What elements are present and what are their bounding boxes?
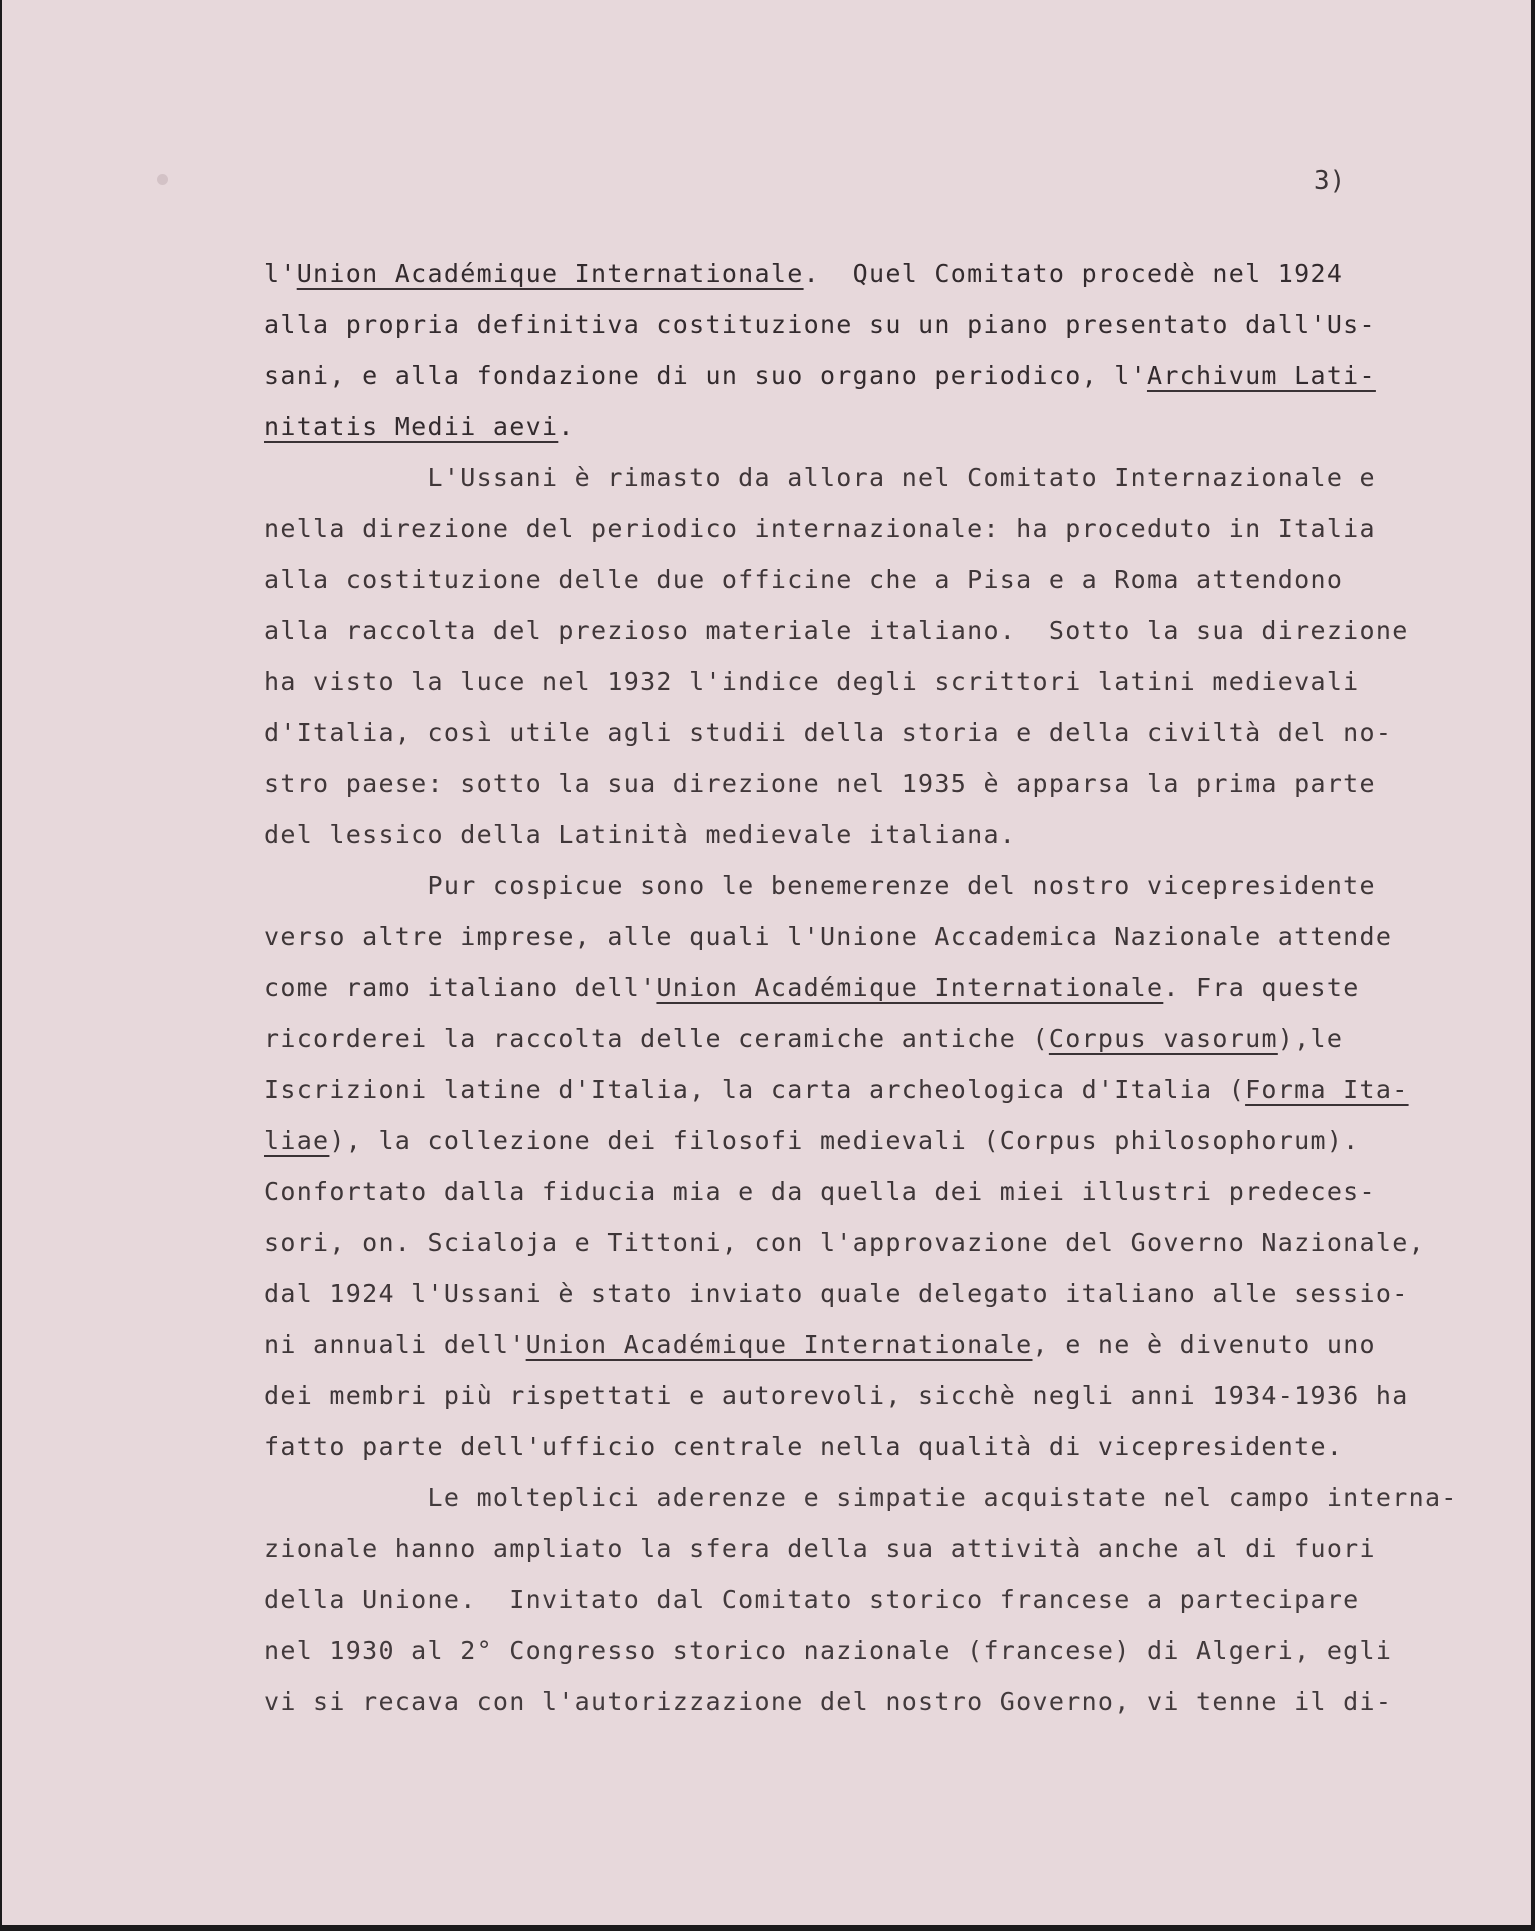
text-segment: ha visto la luce nel 1932 l'indice degli scrittori latini medievali — [264, 667, 1360, 696]
text-line — [264, 1166, 1494, 1217]
text-segment: , e ne è divenuto uno — [1032, 1330, 1376, 1359]
text-line — [264, 1523, 1494, 1574]
underlined-title: nitatis Medii aevi — [264, 412, 559, 441]
text-line — [264, 1574, 1494, 1625]
paragraph-3 — [264, 860, 1494, 1472]
text-segment: alla propria definitiva costituzione su un piano presentato dall'Us- — [264, 310, 1376, 339]
text-segment: verso altre imprese, alle quali l'Unione Accademica Nazionale attende — [264, 922, 1393, 951]
text-segment: L'Ussani è rimasto da allora nel Comitato Internazionale e — [264, 463, 1376, 492]
page-number: 3) — [1314, 166, 1346, 196]
text-segment: l' — [264, 259, 297, 288]
text-segment: Pur cospicue sono le benemerenze del nostro vicepresidente — [264, 871, 1376, 900]
text-segment: ), la collezione dei filosofi medievali (Corpus philosophorum). — [329, 1126, 1360, 1155]
text-line — [264, 860, 1494, 911]
text-segment: come ramo italiano dell' — [264, 973, 657, 1002]
text-segment: ),le — [1277, 1024, 1344, 1053]
underlined-title: Union Académique Internationale — [296, 259, 804, 288]
paragraph-4 — [264, 1472, 1494, 1727]
text-segment: del lessico della Latinità medievale italiana. — [264, 820, 1017, 849]
paragraph-1 — [264, 248, 1494, 452]
text-segment: fatto parte dell'ufficio centrale nella qualità di vicepresidente. — [264, 1432, 1344, 1461]
text-segment: della Unione. Invitato dal Comitato storico francese a partecipare — [264, 1585, 1360, 1614]
text-line — [264, 1013, 1494, 1064]
text-segment: alla costituzione delle due officine che a Pisa e a Roma attendono — [264, 565, 1344, 594]
underlined-title: Union Académique Internationale — [656, 973, 1164, 1002]
text-segment: Le molteplici aderenze e simpatie acquistate nel campo interna- — [264, 1483, 1458, 1512]
text-line — [264, 1268, 1494, 1319]
body-text — [264, 248, 1494, 1727]
text-segment: sori, on. Scialoja e Tittoni, con l'approvazione del Governo Nazionale, — [264, 1228, 1425, 1257]
text-line — [264, 809, 1494, 860]
text-segment: nella direzione del periodico internazionale: ha proceduto in Italia — [264, 514, 1376, 543]
underlined-title: Union Académique Internationale — [525, 1330, 1033, 1359]
text-line — [264, 605, 1494, 656]
text-line — [264, 554, 1494, 605]
document-page — [2, 0, 1531, 1925]
text-segment: d'Italia, così utile agli studii della storia e della civiltà del no- — [264, 718, 1393, 747]
text-line — [264, 401, 1494, 452]
text-segment: stro paese: sotto la sua direzione nel 1935 è apparsa la prima parte — [264, 769, 1376, 798]
text-line — [264, 1421, 1494, 1472]
text-line — [264, 248, 1494, 299]
text-line — [264, 1217, 1494, 1268]
text-segment: ricorderei la raccolta delle ceramiche antiche ( — [264, 1024, 1049, 1053]
underlined-title: Archivum Lati- — [1146, 361, 1376, 390]
paragraph-2 — [264, 452, 1494, 860]
punch-hole-mark — [157, 174, 168, 185]
text-line — [264, 1625, 1494, 1676]
text-segment: . Quel Comitato procedè nel 1924 — [803, 259, 1344, 288]
text-line — [264, 1115, 1494, 1166]
underlined-title: Corpus vasorum — [1048, 1024, 1278, 1053]
text-line — [264, 707, 1494, 758]
text-segment: Iscrizioni latine d'Italia, la carta archeologica d'Italia ( — [264, 1075, 1246, 1104]
text-line — [264, 656, 1494, 707]
text-segment: ni annuali dell' — [264, 1330, 526, 1359]
text-line — [264, 452, 1494, 503]
text-line — [264, 1472, 1494, 1523]
text-segment: . Fra queste — [1163, 973, 1360, 1002]
text-line — [264, 911, 1494, 962]
text-segment: vi si recava con l'autorizzazione del nostro Governo, vi tenne il di- — [264, 1687, 1393, 1716]
text-segment: zionale hanno ampliato la sfera della sua attività anche al di fuori — [264, 1534, 1376, 1563]
underlined-title: Forma Ita- — [1245, 1075, 1409, 1104]
text-segment: sani, e alla fondazione di un suo organo periodico, l' — [264, 361, 1147, 390]
text-line — [264, 1370, 1494, 1421]
text-segment: . — [558, 412, 575, 441]
text-line — [264, 503, 1494, 554]
text-segment: dal 1924 l'Ussani è stato inviato quale delegato italiano alle sessio- — [264, 1279, 1409, 1308]
text-line — [264, 1319, 1494, 1370]
text-line — [264, 962, 1494, 1013]
text-line — [264, 758, 1494, 809]
text-line — [264, 1676, 1494, 1727]
text-segment: alla raccolta del prezioso materiale italiano. Sotto la sua direzione — [264, 616, 1409, 645]
text-line — [264, 299, 1494, 350]
text-segment: Confortato dalla fiducia mia e da quella dei miei illustri predeces- — [264, 1177, 1376, 1206]
underlined-title: liae — [264, 1126, 330, 1155]
text-line — [264, 1064, 1494, 1115]
text-line — [264, 350, 1494, 401]
text-segment: dei membri più rispettati e autorevoli, sicchè negli anni 1934-1936 ha — [264, 1381, 1409, 1410]
text-segment: nel 1930 al 2° Congresso storico nazionale (francese) di Algeri, egli — [264, 1636, 1393, 1665]
